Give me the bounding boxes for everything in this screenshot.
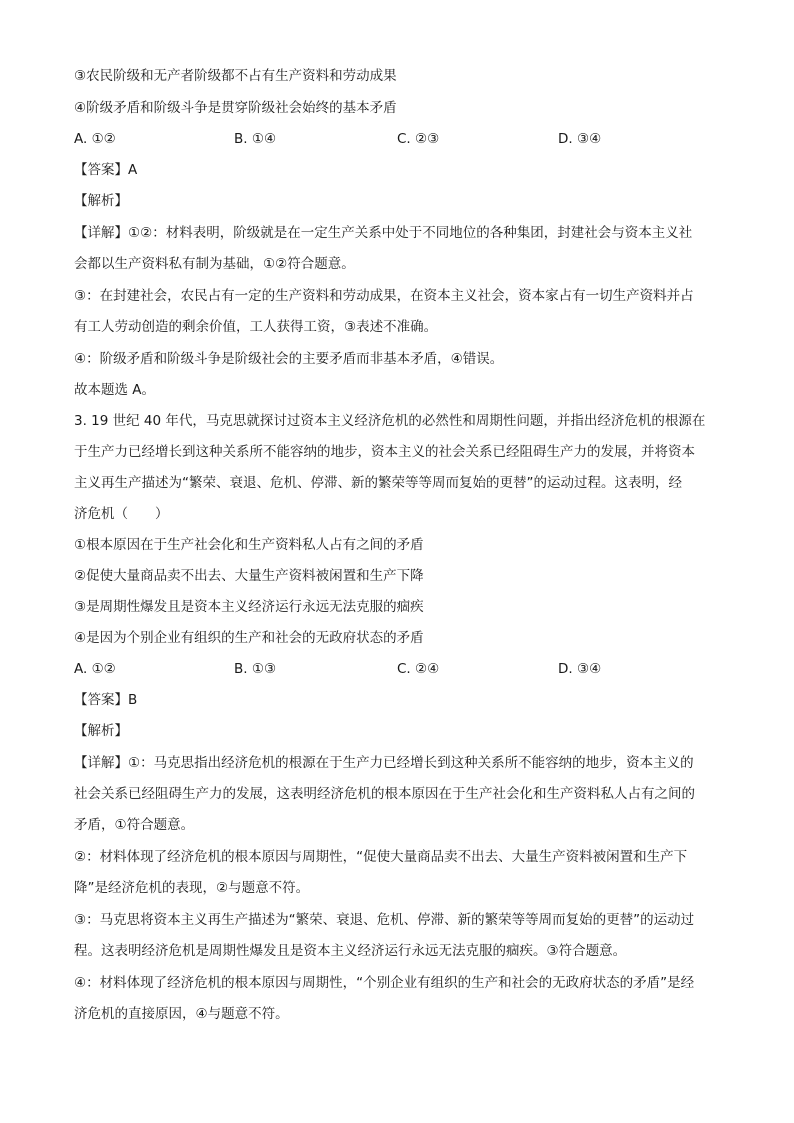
q3-explanation-line-3: 矛盾，①符合题意。 [74, 817, 195, 833]
q3-explanation-line-2: 社会关系已经阻碍生产力的发展，这表明经济危机的根本原因在于生产社会化和生产资料私人占有之间的 [74, 786, 695, 802]
q2-analysis-heading: 【解析】 [74, 193, 128, 209]
q2-answer: 【答案】A [74, 162, 138, 178]
q2-explanation-line-3: ③：在封建社会，农民占有一定的生产资料和劳动成果，在资本主义社会，资本家占有一切生产资料并占 [74, 288, 694, 304]
q3-option-c: C. ②④ [397, 661, 440, 677]
q3-answer: 【答案】B [74, 692, 138, 708]
q2-option-a: A. ①② [74, 131, 116, 147]
q3-stem-line-4: 济危机（ ） [74, 506, 169, 522]
q3-option-d: D. ③④ [558, 661, 602, 677]
q3-statement-3: ③是周期性爆发且是资本主义经济运行永远无法克服的痼疾 [74, 599, 424, 615]
q3-option-b: B. ①③ [234, 661, 277, 677]
q2-explanation-line-2: 会都以生产资料私有制为基础，①②符合题意。 [74, 256, 355, 272]
q3-explanation-line-4: ②：材料体现了经济危机的根本原因与周期性，“促使大量商品卖不出去、大量生产资料被闲置和生产下 [74, 849, 688, 865]
q3-option-a: A. ①② [74, 661, 116, 677]
q2-option-d: D. ③④ [558, 131, 602, 147]
q3-stem-line-2: 于生产力已经增长到这种关系所不能容纳的地步，资本主义的社会关系已经阻碍生产力的发展，并将资本 [74, 444, 695, 460]
q3-statement-1: ①根本原因在于生产社会化和生产资料私人占有之间的矛盾 [74, 537, 424, 553]
q3-explanation-line-5: 降”是经济危机的表现，②与题意不符。 [74, 880, 310, 896]
q2-explanation-line-4: 有工人劳动创造的剩余价值，工人获得工资，③表述不准确。 [74, 319, 438, 335]
q2-option-c: C. ②③ [397, 131, 440, 147]
q3-explanation-line-1: 【详解】①：马克思指出经济危机的根源在于生产力已经增长到这种关系所不能容纳的地步，资本主义的 [74, 755, 694, 771]
q2-conclusion: 故本题选 A。 [74, 382, 156, 398]
q3-explanation-line-6: ③：马克思将资本主义再生产描述为“繁荣、衰退、危机、停滞、新的繁荣等等周而复始的更替”的运动过 [74, 912, 695, 928]
q2-statement-3: ③农民阶级和无产者阶级都不占有生产资料和劳动成果 [74, 68, 397, 84]
q3-explanation-line-8: ④：材料体现了经济危机的根本原因与周期性，“个别企业有组织的生产和社会的无政府状态的矛盾”是经 [74, 975, 695, 991]
q3-explanation-line-7: 程。这表明经济危机是周期性爆发且是资本主义经济运行永远无法克服的痼疾。③符合题意。 [74, 943, 627, 959]
q3-explanation-line-9: 济危机的直接原因，④与题意不符。 [74, 1006, 289, 1022]
q3-stem-line-1: 3. 19 世纪 40 年代，马克思就探讨过资本主义经济危机的必然性和周期性问题，并指出经济危机的根源在 [74, 413, 706, 429]
q3-statement-4: ④是因为个别企业有组织的生产和社会的无政府状态的矛盾 [74, 630, 424, 646]
q3-options [74, 660, 724, 678]
q3-stem-line-3: 主义再生产描述为“繁荣、衰退、危机、停滞、新的繁荣等等周而复始的更替”的运动过程。这表明，经 [74, 475, 682, 491]
q3-statement-2: ②促使大量商品卖不出去、大量生产资料被闲置和生产下降 [74, 568, 424, 584]
q2-explanation-line-5: ④：阶级矛盾和阶级斗争是阶级社会的主要矛盾而非基本矛盾，④错误。 [74, 351, 504, 367]
q2-statement-4: ④阶级矛盾和阶级斗争是贯穿阶级社会始终的基本矛盾 [74, 100, 397, 116]
q2-options [74, 130, 724, 148]
q2-option-b: B. ①④ [234, 131, 277, 147]
q3-analysis-heading: 【解析】 [74, 723, 128, 739]
q2-explanation-line-1: 【详解】①②：材料表明，阶级就是在一定生产关系中处于不同地位的各种集团，封建社会与资本主义社 [74, 225, 693, 241]
